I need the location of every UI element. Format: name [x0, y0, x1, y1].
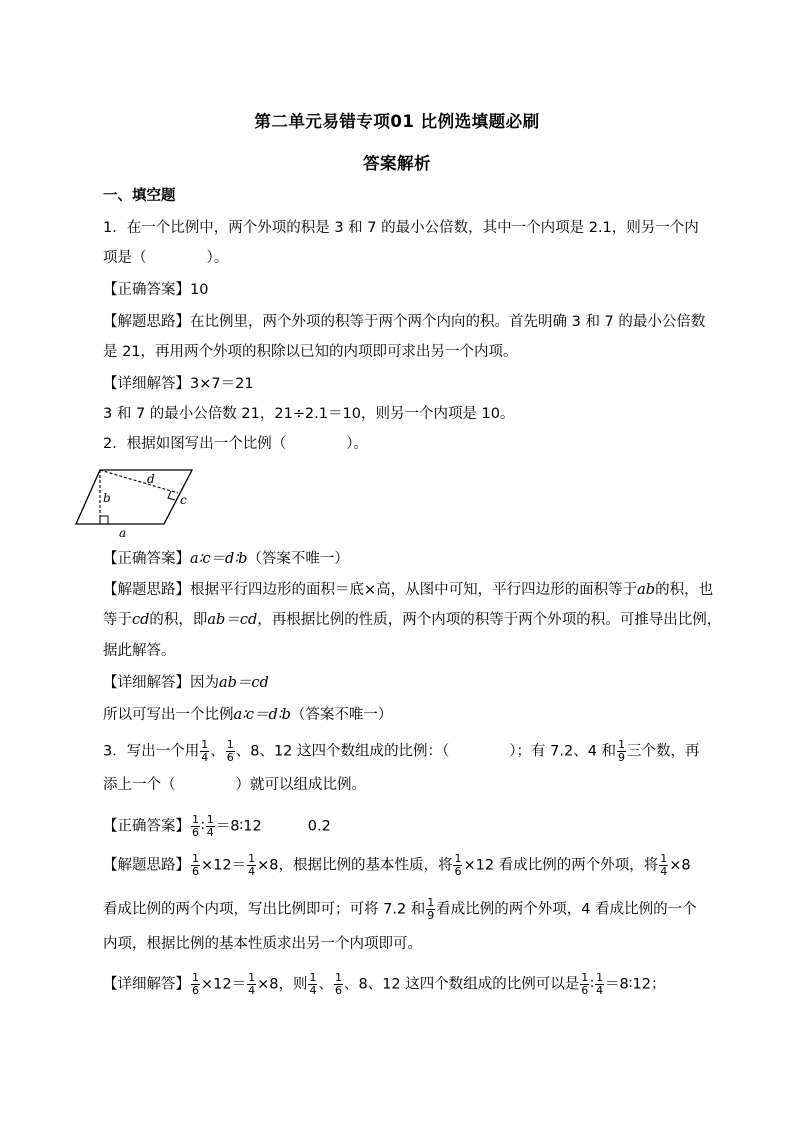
fraction: [308, 972, 317, 997]
q3-stem-text-a: 3．写出一个用: [103, 743, 200, 760]
q3-stem2-text-b: ）就可以组成比例。: [235, 777, 366, 793]
fraction-numerator: 1: [334, 971, 342, 984]
fraction-numerator: 1: [248, 971, 256, 984]
q2-answer-note: （答案不唯一）: [247, 551, 349, 567]
fraction-denominator: 6: [192, 984, 199, 997]
detail-label: 【详细解答】: [103, 976, 190, 993]
q2-idea-line3: 据此解答。: [103, 643, 176, 659]
q2-idea-equation: ab＝cd: [207, 612, 258, 628]
fraction-denominator: 9: [427, 909, 435, 922]
fraction: [595, 972, 604, 997]
q3-detail-line1: [103, 972, 723, 997]
fraction: [191, 853, 200, 878]
fraction: [200, 739, 209, 764]
parallelogram-figure: [70, 462, 200, 542]
q3-idea2-text-b: 看成比例的两个外项，4 看成比例的一个: [436, 901, 697, 918]
q3-separator: 、: [210, 743, 225, 760]
fraction-denominator: 4: [201, 751, 209, 764]
q3-detail-text-b: ×8，则: [257, 976, 308, 993]
fraction: [226, 739, 235, 764]
q3-idea-line3: 内项，根据比例的基本性质求出另一个内项即可。: [103, 936, 422, 952]
idea-label: 【解题思路】: [103, 857, 190, 874]
q3-stem-text-d: 三个数，再: [627, 743, 700, 760]
fraction-numerator: 1: [201, 738, 209, 751]
q2-stem-text-b: ）。: [346, 436, 368, 452]
q1-detail-line1: [103, 374, 723, 394]
label-a: a: [119, 526, 127, 540]
fraction-denominator: 6: [581, 984, 589, 997]
q2-idea-line2: [103, 610, 723, 630]
fraction-denominator: 4: [660, 865, 668, 878]
q2-detail-text2: 所以可写出一个比例: [103, 707, 234, 723]
fraction-denominator: 4: [596, 984, 604, 997]
detail-label: 【详细解答】: [103, 675, 190, 691]
q2-idea-text2c: ，再根据比例的性质，两个内项的积等于两个外项的积。可推导出比例，: [257, 612, 722, 628]
q2-idea-text1b: 的积，也: [655, 582, 714, 598]
q2-idea-var-cd: cd: [132, 612, 150, 628]
q2-idea-text2b: 的积，即: [149, 612, 208, 628]
fraction-denominator: 6: [334, 984, 342, 997]
fraction-denominator: 6: [226, 751, 234, 764]
q3-detail-text-c: 、8、12 这四个数组成的比例可以是: [343, 976, 580, 993]
fraction: [247, 853, 256, 878]
fraction-numerator: 1: [192, 971, 199, 984]
fraction-numerator: 1: [581, 971, 589, 984]
q3-idea-line1: [103, 853, 723, 878]
q1-stem-line1: 1．在一个比例中，两个外项的积是 3 和 7 的最小公倍数，其中一个内项是 2.1，则另一个内: [103, 220, 699, 236]
q1-detail-line2: 3 和 7 的最小公倍数 21，21÷2.1＝10，则另一个内项是 10。: [103, 406, 515, 422]
q2-detail-text1: 因为: [190, 675, 219, 691]
q3-idea-text-c: ×12 看成比例的两个外项，将: [463, 857, 659, 874]
fraction-numerator: 1: [596, 971, 604, 984]
fraction-denominator: 4: [206, 826, 214, 839]
q3-detail-text-a: ×12＝: [201, 976, 247, 993]
answer-label: 【正确答案】: [103, 818, 190, 835]
fraction-numerator: 1: [427, 896, 435, 909]
q1-detail-text1: 3×7＝21: [190, 376, 254, 392]
q3-stem-line1: [103, 739, 723, 764]
q3-answer: [103, 814, 723, 839]
q2-detail-line1: [103, 673, 723, 693]
fraction: [247, 972, 256, 997]
fraction-numerator: 1: [192, 813, 199, 826]
fraction-numerator: 1: [618, 738, 626, 751]
fraction-denominator: 9: [618, 751, 626, 764]
q2-detail-equation: ab＝cd: [219, 675, 269, 691]
fraction: [191, 814, 200, 839]
right-angle-marker-bottom: [100, 516, 108, 524]
answer-label: 【正确答案】: [103, 551, 190, 567]
q2-idea-text1a: 根据平行四边形的面积＝底×高，从图中可知，平行四边形的面积等于: [190, 582, 638, 598]
idea-label: 【解题思路】: [103, 582, 190, 598]
q3-answer-tail: ＝8∶12: [215, 818, 262, 835]
fraction-numerator: 1: [206, 813, 214, 826]
label-d: d: [147, 472, 155, 486]
q2-stem: [103, 434, 723, 454]
q1-idea-text1: 在比例里，两个外项的积等于两个两个内向的积。首先明确 3 和 7 的最小公倍数: [190, 314, 706, 330]
fraction-denominator: 4: [248, 984, 256, 997]
answer-label: 【正确答案】: [103, 282, 190, 298]
label-c: c: [180, 493, 187, 507]
document-title: 第二单元易错专项01 比例选填题必刷: [254, 112, 540, 131]
q1-answer: [103, 280, 723, 300]
q3-idea2-text-a: 看成比例的两个内项，写出比例即可；可将 7.2 和: [103, 901, 426, 918]
q3-idea-line2: [103, 897, 723, 922]
q1-stem-line2: [103, 248, 723, 268]
ratio-colon: ∶: [201, 818, 205, 835]
q1-stem-text-b: ）。: [206, 250, 229, 266]
fraction: [191, 972, 200, 997]
q2-idea-line1: [103, 580, 723, 600]
q3-idea-text-d: ×8: [669, 857, 691, 874]
fraction: [659, 853, 668, 878]
fraction-denominator: 4: [309, 984, 317, 997]
q2-detail-line2: [103, 705, 723, 725]
fraction: [206, 814, 215, 839]
q2-idea-text2a: 等于: [103, 612, 132, 628]
fraction-numerator: 1: [226, 738, 234, 751]
fraction-denominator: 6: [454, 865, 462, 878]
fraction-denominator: 6: [192, 865, 199, 878]
ratio-colon: ∶: [590, 976, 595, 993]
q1-idea-line1: [103, 312, 723, 332]
q3-stem2-text-a: 添上一个（: [103, 777, 176, 793]
fraction: [617, 739, 626, 764]
fraction-numerator: 1: [309, 971, 317, 984]
q2-answer: [103, 549, 723, 569]
q2-stem-text-a: 2．根据如图写出一个比例（: [103, 436, 287, 452]
q2-detail-note: （答案不唯一）: [290, 707, 393, 723]
q3-detail-text-d: ＝8∶12；: [605, 976, 666, 993]
document-subtitle: 答案解析: [363, 154, 431, 173]
fraction-numerator: 1: [660, 852, 668, 865]
label-b: b: [103, 491, 111, 505]
parallelogram-shape: [76, 470, 192, 524]
q3-stem-text-b: 、8、12 这四个数组成的比例：（: [235, 743, 450, 760]
section-heading: 一、填空题: [103, 188, 176, 204]
q3-answer2: 0.2: [307, 818, 331, 835]
q1-idea-line2: 是 21，再用两个外项的积除以已知的内项即可求出另一个内项。: [103, 344, 518, 360]
q3-idea-text-b: ×8，根据比例的基本性质，将: [257, 857, 453, 874]
q2-answer-expr: a∶c＝d∶b: [190, 551, 248, 567]
q3-separator: 、: [318, 976, 333, 993]
height-d-line: [100, 470, 178, 493]
q3-stem-line2: [103, 775, 723, 795]
fraction: [453, 853, 462, 878]
fraction-denominator: 4: [248, 865, 256, 878]
detail-label: 【详细解答】: [103, 376, 190, 392]
fraction: [426, 897, 435, 922]
q1-answer-value: 10: [190, 282, 209, 298]
fraction-numerator: 1: [454, 852, 462, 865]
fraction: [580, 972, 589, 997]
q1-stem-text-a: 项是（: [103, 250, 147, 266]
idea-label: 【解题思路】: [103, 314, 190, 330]
q2-detail-expr: a∶c＝d∶b: [233, 707, 291, 723]
q2-idea-var-ab: ab: [637, 582, 656, 598]
fraction-numerator: 1: [192, 852, 199, 865]
q3-stem-text-c: ）；有 7.2、4 和: [509, 743, 617, 760]
fraction-numerator: 1: [248, 852, 256, 865]
fraction: [334, 972, 343, 997]
fraction-denominator: 6: [192, 826, 199, 839]
q3-idea-text-a: ×12＝: [201, 857, 247, 874]
